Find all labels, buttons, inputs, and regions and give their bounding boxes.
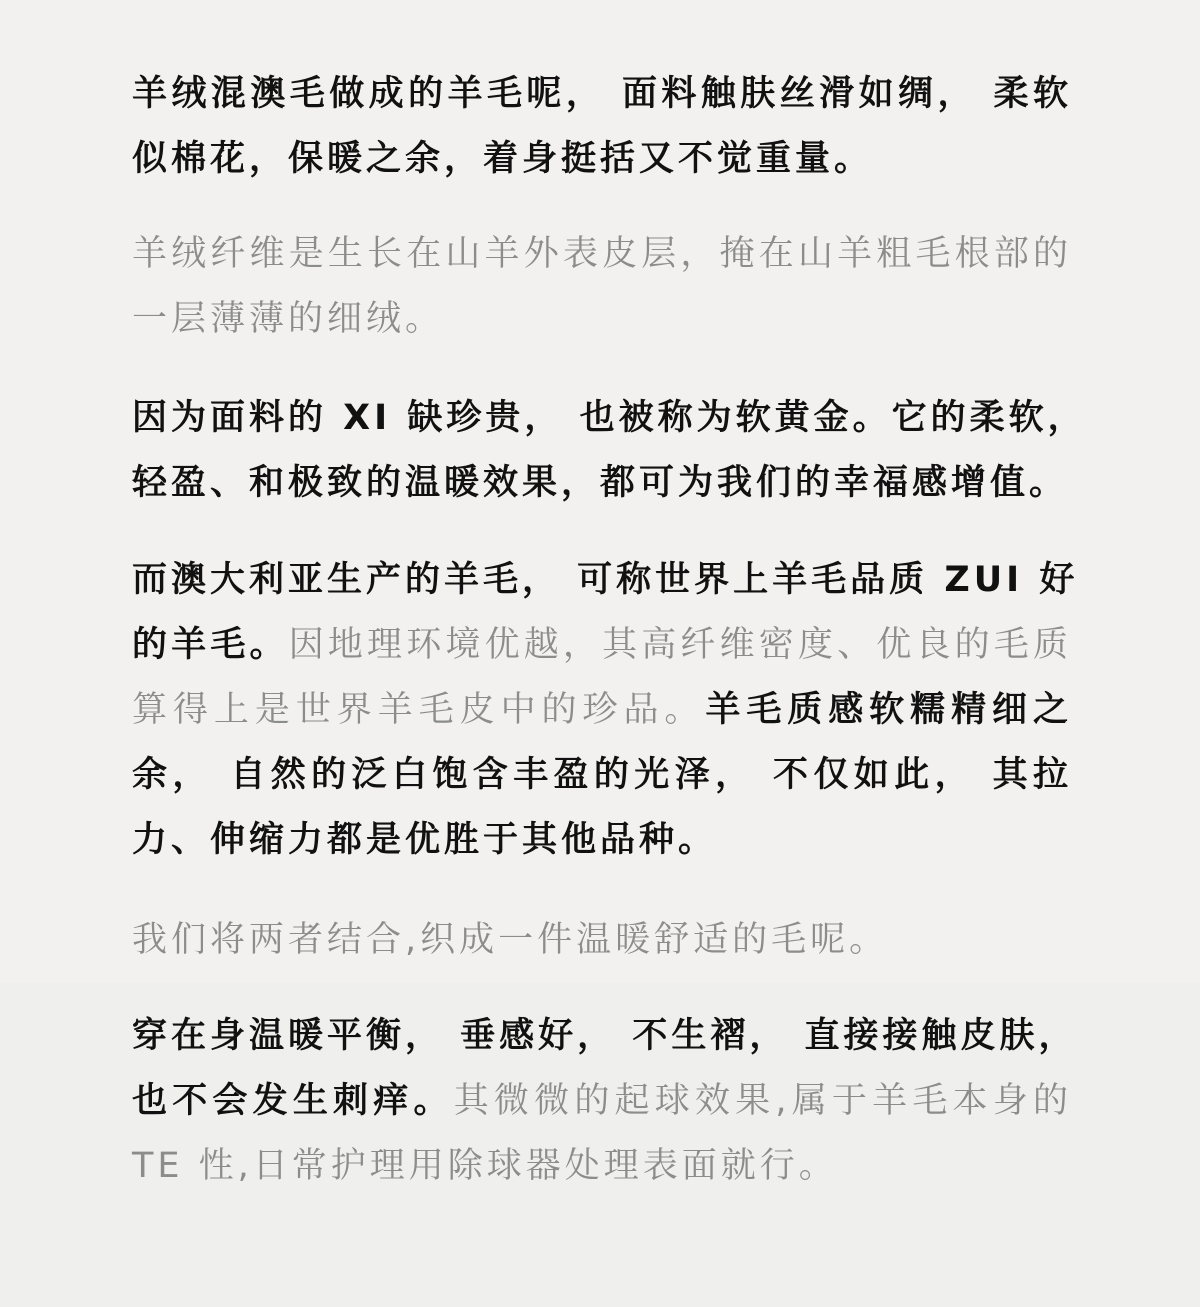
secondary-text: 羊绒纤维是生长在山羊外表皮层，掩在山羊粗毛根部的 — [132, 234, 1072, 274]
text-line — [132, 287, 1072, 352]
text-line — [132, 222, 1072, 287]
emphasis-text: 也不会发生刺痒。 — [132, 1081, 454, 1121]
emphasis-text: 的羊毛。 — [132, 625, 289, 665]
paragraph-australian-wool — [132, 548, 1079, 873]
text-line — [132, 613, 1072, 678]
secondary-text: 其微微的起球效果,属于羊毛本身的 — [453, 1081, 1072, 1121]
text-line — [132, 1004, 1078, 1069]
emphasis-text: 轻盈、和极致的温暖效果，都可为我们的幸福感增值。 — [132, 463, 1069, 503]
secondary-text: 我们将两者结合,织成一件温暖舒适的毛呢。 — [132, 920, 889, 960]
text-line — [132, 678, 1072, 743]
paragraph-combination — [132, 908, 1072, 973]
text-line — [132, 743, 1072, 808]
emphasis-text: 穿在身温暖平衡， 垂感好， 不生褶， 直接接触皮肤， — [132, 1016, 1078, 1056]
secondary-text: 因地理环境优越，其高纤维密度、优良的毛质 — [288, 625, 1072, 665]
paragraph-soft-gold — [132, 386, 1087, 516]
text-line — [132, 548, 1079, 613]
text-line — [132, 808, 1072, 873]
paragraph-cashmere-fiber — [132, 222, 1072, 352]
text-line — [132, 908, 1072, 973]
secondary-text: 算得上是世界羊毛皮中的珍品。 — [132, 690, 706, 730]
emphasis-text: 力、伸缩力都是优胜于其他品种。 — [132, 820, 718, 860]
text-line — [132, 386, 1087, 451]
secondary-text: TE 性,日常护理用除球器处理表面就行。 — [132, 1146, 838, 1186]
text-line — [132, 1134, 1072, 1199]
emphasis-text: 羊绒混澳毛做成的羊毛呢， 面料触肤丝滑如绸， 柔软 — [132, 74, 1072, 114]
emphasis-text: 羊毛质感软糯精细之 — [705, 690, 1072, 730]
text-line — [132, 451, 1072, 516]
text-line — [132, 62, 1072, 127]
emphasis-text: 似棉花，保暖之余，着身挺括又不觉重量。 — [132, 139, 874, 179]
emphasis-text: 余， 自然的泛白饱含丰盈的光泽， 不仅如此， 其拉 — [132, 755, 1072, 795]
emphasis-text: 而澳大利亚生产的羊毛， 可称世界上羊毛品质 ZUI 好 — [132, 560, 1079, 600]
paragraph-wearing-comfort — [132, 1004, 1078, 1199]
paragraph-cashmere-wool-blend — [132, 62, 1072, 192]
emphasis-text: 因为面料的 XI 缺珍贵， 也被称为软黄金。它的柔软， — [132, 398, 1087, 438]
text-line — [132, 1069, 1072, 1134]
text-line — [132, 127, 1072, 192]
secondary-text: 一层薄薄的细绒。 — [132, 299, 445, 339]
